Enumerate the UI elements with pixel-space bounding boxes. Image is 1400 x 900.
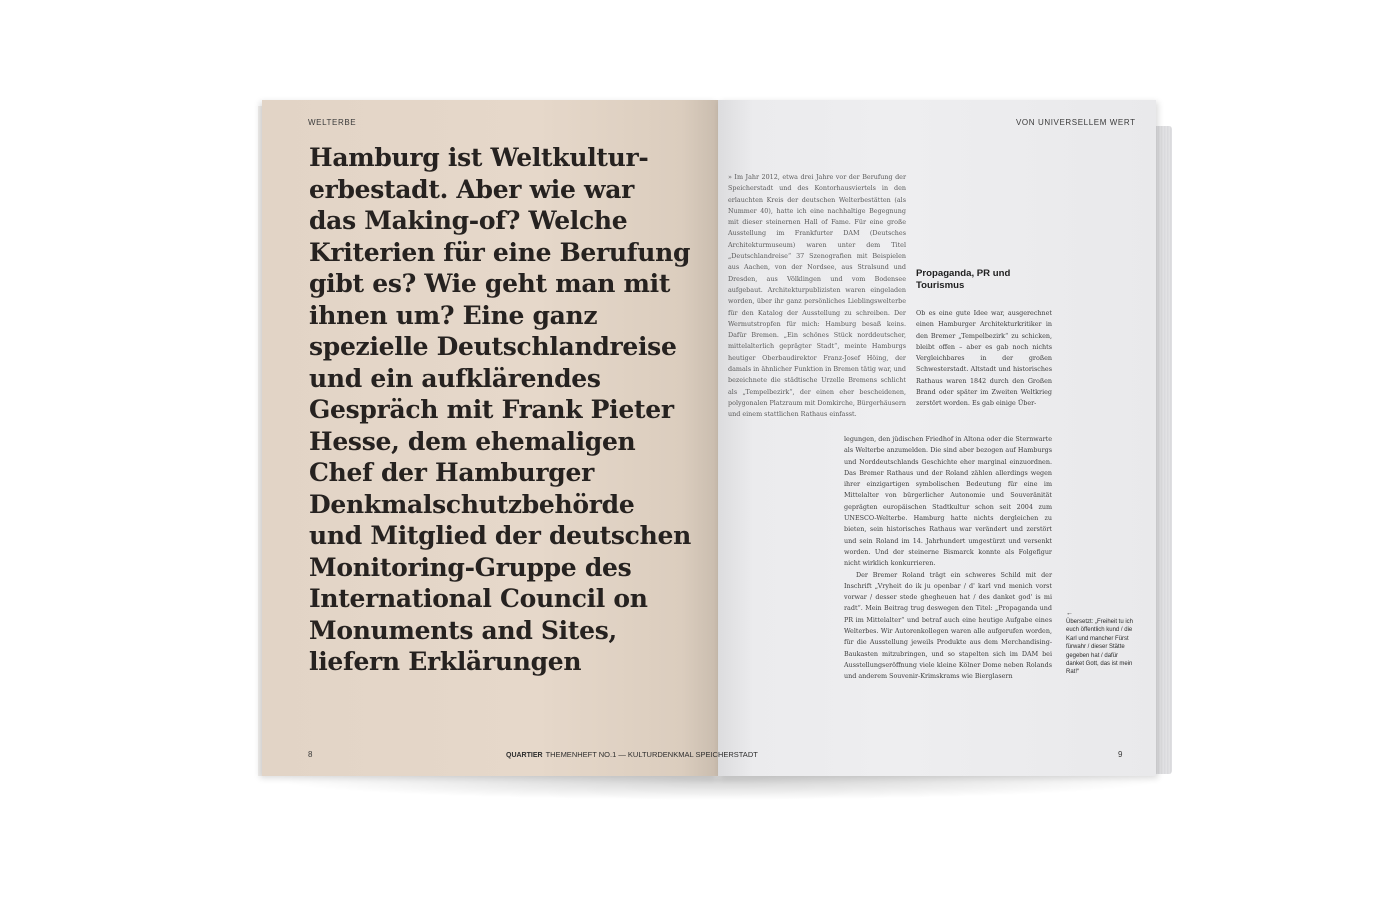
- headline-line: Monitoring-Gruppe des: [309, 552, 632, 582]
- subheading: Propaganda, PR und Tourismus: [916, 268, 1011, 291]
- footer-text: THEMENHEFT NO.1 — KULTURDENKMAL SPEICHERSTADT: [545, 750, 758, 759]
- headline-line: Chef der Hamburger: [309, 458, 594, 487]
- section-label-left: WELTERBE: [308, 118, 357, 127]
- headline-line: erbestadt. Aber wie war: [309, 174, 634, 204]
- headline-line: Monuments and Sites,: [309, 615, 617, 645]
- page-number-right: 9: [1118, 750, 1123, 759]
- headline-line: ihnen um? Eine ganz: [309, 300, 598, 330]
- headline: [309, 142, 709, 678]
- body-text: » Im Jahr 2012, etwa drei Jahre vor der Berufung der Speicherstadt und des Kontorhausviertels in den erlauchten Kreis der deutschen Welterbestätten (als Nummer 40), hatte ich eine nachhaltige Begegnung mit dieser steinernen Hall of Fame. Für eine große Ausstellung im Frankfurter DAM (Deutsches Architekturmuseum) waren unter dem Titel „Deutschlandreise“ 37 Szenografien mit Beispielen aus Aachen, von der Nordsee, aus Stralsund und Dresden, aus Völklingen und vom Bodensee aufgebaut. Architekturpublizisten waren eingeladen worden, über ihr ganz persönliches Lieblingswelterbe für den Katalog der Ausstellung zu schreiben. Der Wermutstropfen für mich: Hamburg besaß keins. Dafür Bremen. „Ein schönes Stück norddeutscher, mittelalterlich geprägter Stadt“, meinte Hamburgs heutiger Oberbaudirektor Franz-Josef Höing, der damals in ähnlicher Funktion in Bremen tätig war, und bezeichnete die städtische Urzelle Bremens schlicht als „Tempelbezirk“, der einen eher bescheidenen, polygonalen Platzraum mit Domkirche, Bürgerhäusern und einem stattlichen Rathaus einfasst.: [728, 173, 906, 419]
- headline-line: gibt es? Wie geht man mit: [309, 269, 671, 298]
- magazine-spread: [262, 100, 1170, 780]
- body-text: Der Bremer Roland trägt ein schweres Schild mit der Inschrift „Vryheit do ik ju openbar / d' karl vnd menich vorst vorwar / desser stede ghegheuen hat / des danket god' is mi radt“. Mein Beitrag trug deswegen den Titel: „Propaganda und PR im Mittelalter“ und betraf auch eine heutige Aufgabe eines Welterbes. Wir Autorenkollegen waren alle aufgerufen worden, für die Ausstellung jeweils Produkte aus dem Merchandising-Baukasten mitzubringen, und so stapelten sich im DAM bei Ausstellungseröffnung viele kleine Kölner Dome neben Rolands und anderem Souvenir-Krimskrams wie Bierglasern: [844, 570, 1052, 681]
- headline-line: Kriterien für eine Berufung: [309, 237, 691, 267]
- body-column-1: [728, 172, 906, 421]
- headline-line: liefern Erklärungen: [309, 647, 582, 676]
- headline-line: Denkmalschutzbehörde: [309, 489, 635, 519]
- footer-title: [506, 750, 758, 759]
- body-text: Ob es eine gute Idee war, ausgerechnet einen Hamburger Architekturkritiker in den Bremer „Tempelbezirk“ zu schicken, bleibt offen – aber es gab noch nichts Vergleichbares in der großen Schwesterstadt. Altstadt und historisches Rathaus waren 1842 durch den Großen Brand oder später im Zweiten Weltkrieg zerstört worden. Es gab einige Über-: [916, 309, 1052, 408]
- headline-line: und Mitglied der deutschen: [309, 521, 691, 550]
- headline-line: Hamburg ist Weltkultur-: [309, 143, 649, 172]
- arrow-left-icon: ←: [1066, 610, 1073, 617]
- left-page: [262, 100, 718, 776]
- headline-line: International Council on: [309, 584, 648, 613]
- margin-note-text: Übersetzt: „Freiheit tu ich euch öffentlich kund / die Karl und mancher Fürst fürwahr / dieser Stätte gegeben hat / dafür danket Gott, das ist mein Rat!“: [1066, 619, 1134, 676]
- body-column-2: [916, 308, 1052, 410]
- body-text: legungen, den jüdischen Friedhof in Altona oder die Sternwarte als Welterbe anzumelden. Die sind aber bezogen auf Hamburgs und Norddeutschlands Geschichte eher marginal einzuordnen. Das Bremer Rathaus und der Roland zählen allerdings wegen ihrer einzigartigen symbolischen Bedeutung für eine im Mittelalter von bürgerlicher Autonomie und Souveränität geprägten europäischen Stadtkultur schon seit 2004 zum UNESCO-Welterbe. Hamburg hatte nichts dergleichen zu bieten, sein historisches Rathaus war verändert und zerstört und sein Roland im 14. Jahrhundert umgestürzt und versenkt worden. Und der steinerne Bismarck konnte als Folgefigur nicht wirklich konkurrieren.: [844, 435, 1052, 568]
- headline-line: Hesse, dem ehemaligen: [309, 426, 636, 456]
- headline-line: Gespräch mit Frank Pieter: [309, 395, 674, 424]
- footer-brand-logo: QUARTIER: [506, 752, 543, 759]
- body-column-3: [844, 434, 1052, 683]
- section-label-right: VON UNIVERSELLEM WERT: [1016, 118, 1136, 127]
- page-number-left: 8: [308, 750, 313, 759]
- headline-line: das Making-of? Welche: [309, 206, 628, 235]
- headline-line: spezielle Deutschlandreise: [309, 332, 677, 361]
- margin-note: [1066, 610, 1136, 677]
- headline-line: und ein aufklärendes: [309, 363, 601, 393]
